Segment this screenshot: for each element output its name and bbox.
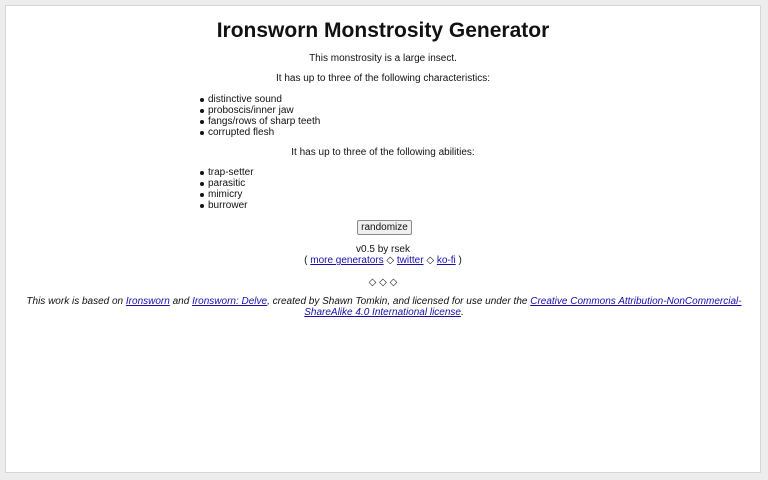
footer-text: , created by Shawn Tomkin, and licensed for use under the — [267, 296, 531, 307]
version-line: v0.5 by rsek — [356, 244, 410, 255]
page-container — [5, 5, 761, 473]
kofi-link[interactable]: ko-fi — [436, 255, 456, 266]
list-item: distinctive sound — [208, 94, 320, 105]
license-footer — [10, 296, 758, 318]
list-item: proboscis/inner jaw — [208, 105, 320, 116]
abilities-list — [200, 167, 254, 211]
footer-text: . — [460, 307, 464, 318]
list-item: trap-setter — [208, 167, 254, 178]
footer-text: and — [169, 296, 193, 307]
links-line — [6, 255, 760, 266]
ironsworn-delve-link[interactable]: Ironsworn: Delve — [192, 296, 268, 307]
abilities-heading: It has up to three of the following abilities: — [291, 147, 475, 158]
characteristics-list — [200, 94, 320, 138]
ironsworn-link[interactable]: Ironsworn — [125, 296, 170, 307]
separator-diamond: ◇ — [386, 255, 395, 266]
list-item: fangs/rows of sharp teeth — [208, 116, 321, 127]
twitter-link[interactable]: twitter — [396, 255, 424, 266]
list-item: burrower — [208, 200, 254, 211]
randomize-button[interactable]: randomize — [357, 220, 412, 235]
paren-close: ) — [458, 255, 462, 266]
license-link[interactable]: Creative Commons Attribution-NonCommercial-ShareAlike 4.0 International license — [304, 296, 742, 318]
more-generators-link[interactable]: more generators — [310, 255, 384, 266]
monstrosity-description: This monstrosity is a large insect. — [309, 53, 457, 64]
list-item: mimicry — [208, 189, 254, 200]
paren-open: ( — [304, 255, 308, 266]
separator-diamond: ◇ — [426, 255, 435, 266]
list-item: corrupted flesh — [208, 127, 320, 138]
footer-text: This work is based on — [26, 296, 126, 307]
divider-diamonds: ◇ ◇ ◇ — [368, 277, 398, 288]
list-item: parasitic — [208, 178, 254, 189]
page-title: Ironsworn Monstrosity Generator — [216, 19, 550, 42]
characteristics-heading: It has up to three of the following characteristics: — [276, 73, 490, 84]
